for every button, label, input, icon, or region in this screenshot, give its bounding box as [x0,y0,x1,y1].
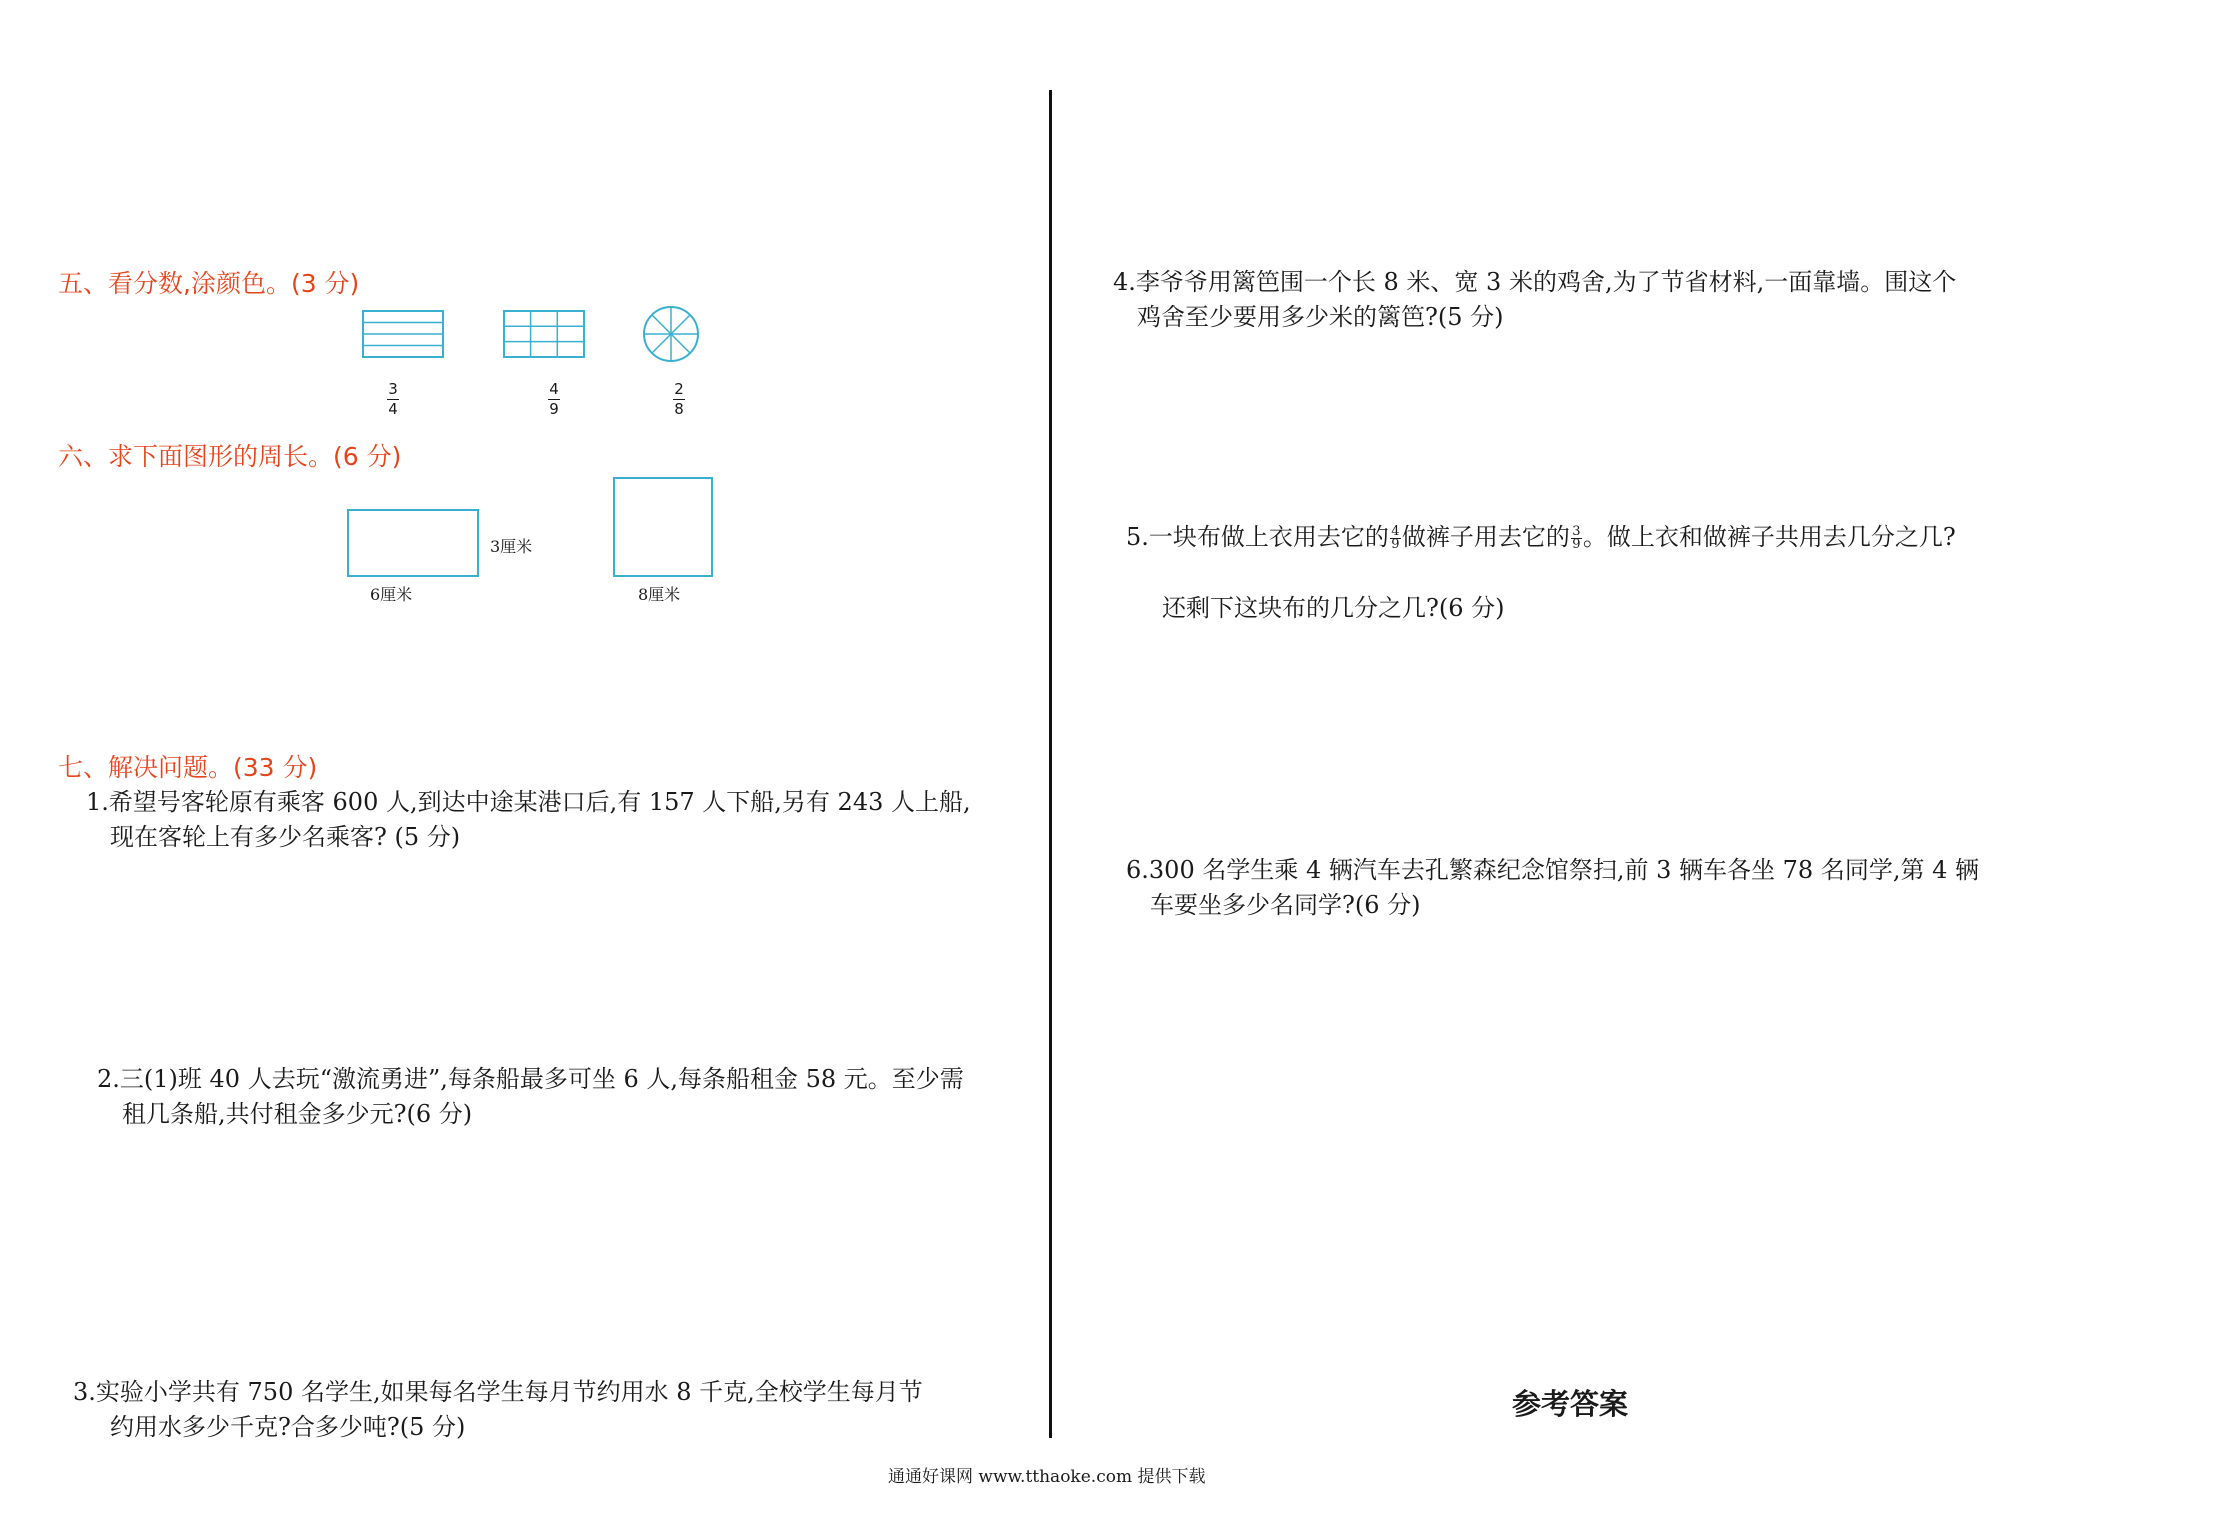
fraction-denominator: 9 [549,400,559,418]
column-divider [1049,90,1052,1438]
question-1-line-1: 1.希望号客轮原有乘客 600 人,到达中途某港口后,有 157 人下船,另有 243 人上船, [86,788,971,816]
question-6-line-2: 车要坐多少名同学?(6 分) [1150,891,1421,919]
section-7-title: 七、解决问题。(33 分) [58,753,318,782]
rectangle-height-label: 3厘米 [490,537,533,556]
fraction-3-9 [1571,526,1582,551]
question-5-text-part-1: 5.一块布做上衣用去它的 [1126,523,1389,551]
circle-fraction-shape[interactable] [641,304,701,364]
fraction-denominator: 9 [1572,537,1581,552]
question-3-line-2: 约用水多少千克?合多少吨?(5 分) [110,1413,466,1441]
question-4-line-1: 4.李爷爷用篱笆围一个长 8 米、宽 3 米的鸡舍,为了节省材料,一面靠墙。围这个 [1113,268,1957,296]
fraction-numerator: 2 [674,380,684,398]
question-1-line-2: 现在客轮上有多少名乘客? (5 分) [110,823,461,851]
section-6-title: 六、求下面图形的周长。(6 分) [58,442,402,471]
question-6-line-1: 6.300 名学生乘 4 辆汽车去孔繁森纪念馆祭扫,前 3 辆车各坐 78 名同学,第 4 辆 [1126,856,1979,884]
footer-source: 通通好课网 www.tthaoke.com 提供下载 [888,1467,1206,1487]
fraction-denominator: 8 [674,400,684,418]
square-shape [613,477,713,577]
question-3-line-1: 3.实验小学共有 750 名学生,如果每名学生每月节约用水 8 千克,全校学生每月节 [73,1378,923,1406]
question-4-line-2: 鸡舍至少要用多少米的篱笆?(5 分) [1137,303,1504,331]
fraction-denominator: 9 [1391,537,1400,552]
question-5-text-part-3: 。做上衣和做裤子共用去几分之几? [1582,523,1956,551]
question-2-line-2: 租几条船,共付租金多少元?(6 分) [122,1100,473,1128]
question-5-text-part-2: 做裤子用去它的 [1401,523,1570,551]
fraction-numerator: 4 [549,380,559,398]
question-5-line-1 [1126,519,1956,555]
grid-fraction-shape[interactable] [503,310,585,358]
fraction-label-3 [673,382,685,417]
fraction-numerator: 4 [1391,524,1400,539]
fraction-4-9 [1390,526,1401,551]
rectangle-shape [347,509,479,577]
fraction-label-1 [387,382,399,417]
question-2-line-1: 2.三(1)班 40 人去玩“激流勇进”,每条船最多可坐 6 人,每条船租金 58 元。至少需 [97,1065,964,1093]
question-5-line-2: 还剩下这块布的几分之几?(6 分) [1162,594,1505,622]
section-5-title: 五、看分数,涂颜色。(3 分) [58,269,360,298]
rectangle-fraction-shape[interactable] [362,310,444,358]
fraction-label-2 [548,382,560,417]
answer-heading: 参考答案 [1512,1387,1629,1421]
fraction-numerator: 3 [388,380,398,398]
rectangle-width-label: 6厘米 [370,585,413,604]
fraction-numerator: 3 [1572,524,1581,539]
square-side-label: 8厘米 [638,585,681,604]
fraction-denominator: 4 [388,400,398,418]
